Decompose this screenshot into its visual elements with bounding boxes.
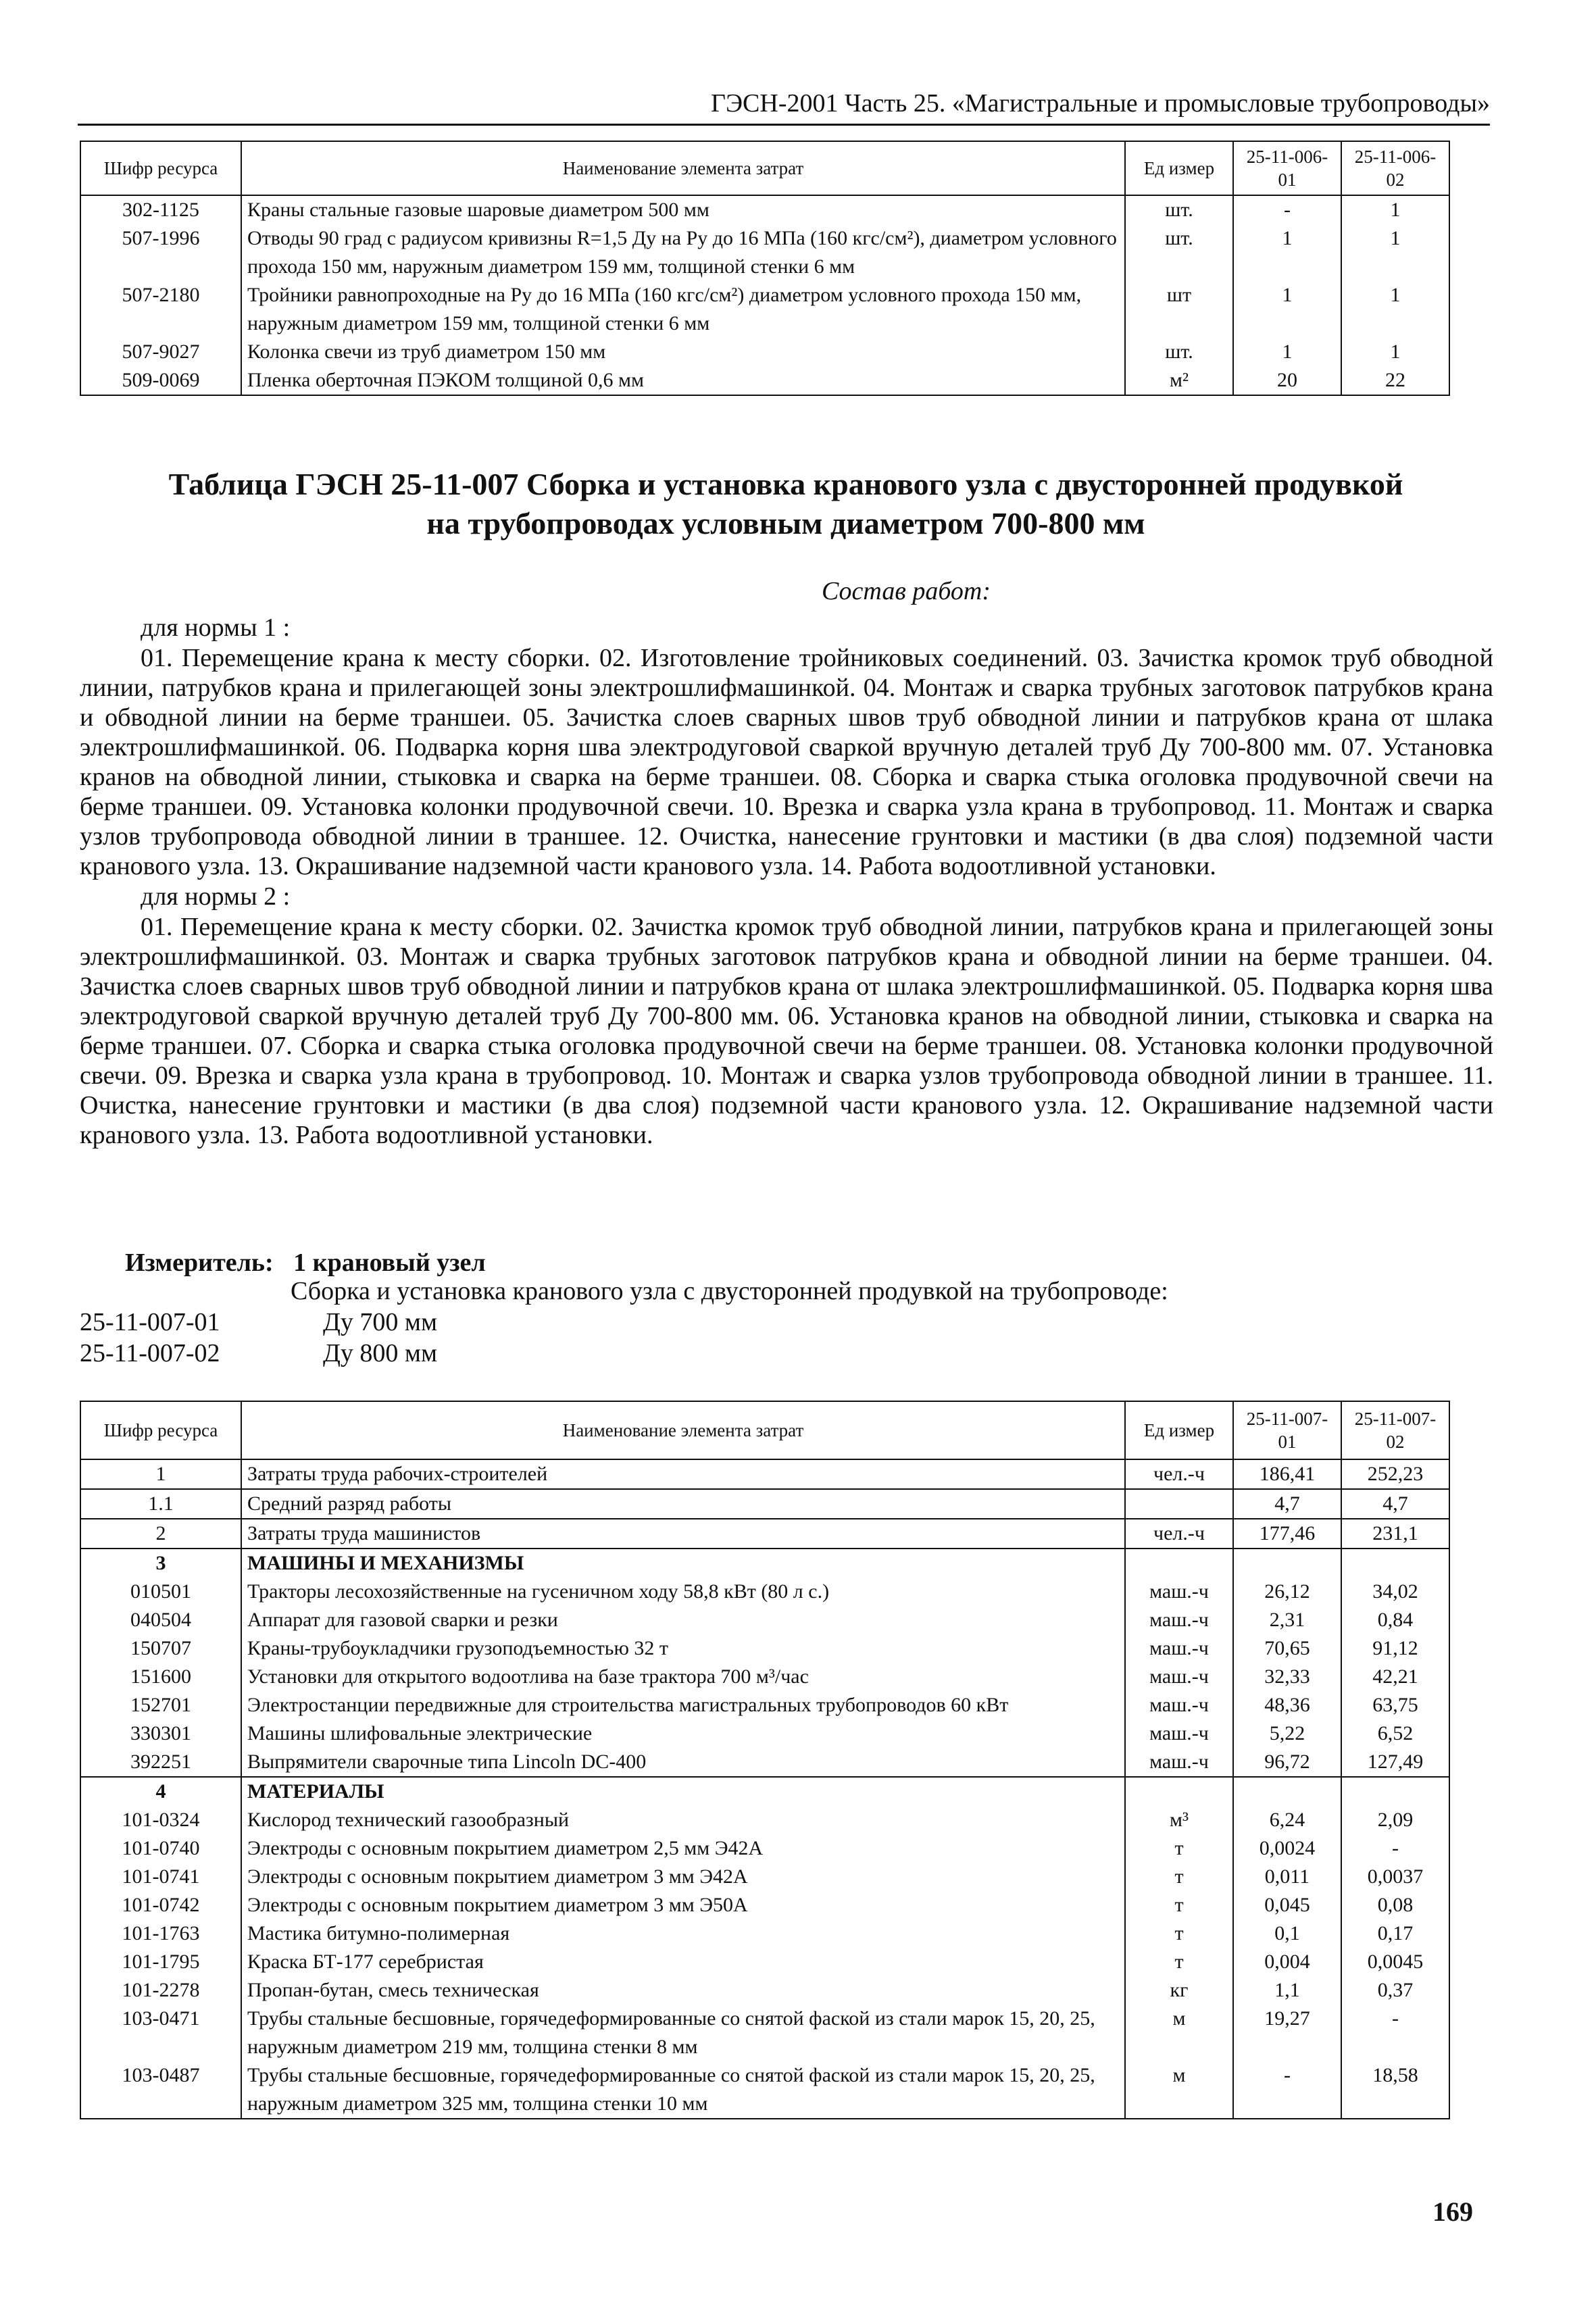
resource-code: 151600 <box>80 1663 241 1691</box>
header-col2: 25-11-006-02 <box>1341 141 1449 195</box>
value-col1: 70,65 <box>1233 1634 1341 1663</box>
table-title-line2: на трубопроводах условным диаметром 700-800 мм <box>426 506 1145 540</box>
norm1-label: для нормы 1 : <box>141 613 291 642</box>
table-title <box>80 465 1492 543</box>
resource-name: Электростанции передвижные для строительства магистральных трубопроводов 60 кВт <box>241 1691 1125 1719</box>
norm-code-row <box>80 1338 437 1369</box>
resource-code: 101-0324 <box>80 1806 241 1834</box>
composition-body <box>80 612 1493 1150</box>
resource-code: 507-1996 <box>80 224 241 281</box>
header-col1: 25-11-006-01 <box>1233 141 1341 195</box>
value-col1 <box>1233 1777 1341 1806</box>
resource-name: Затраты труда машинистов <box>241 1519 1125 1549</box>
resource-name: Тракторы лесохозяйственные на гусеничном ходу 58,8 кВт (80 л с.) <box>241 1578 1125 1606</box>
value-col1: 96,72 <box>1233 1748 1341 1777</box>
value-col2: 18,58 <box>1341 2061 1449 2119</box>
page-header: ГЭСН-2001 Часть 25. «Магистральные и промысловые трубопроводы» <box>711 89 1490 118</box>
value-col1: 1,1 <box>1233 1976 1341 2005</box>
norm-code-row <box>80 1307 437 1338</box>
header-name: Наименование элемента затрат <box>241 141 1125 195</box>
measure-label: Измеритель: <box>125 1249 274 1277</box>
value-col1: 0,1 <box>1233 1919 1341 1948</box>
table-row <box>80 1663 1449 1691</box>
norm2-label: для нормы 2 : <box>141 882 291 911</box>
resource-name: Отводы 90 град с радиусом кривизны R=1,5 Ду на Ру до 16 МПа (160 кгс/см²), диаметром условного прохода 150 мм, наружным диаметром 159 мм, толщиной стенки 6 мм <box>241 224 1125 281</box>
value-col1: 186,41 <box>1233 1459 1341 1489</box>
resource-name: Затраты труда рабочих-строителей <box>241 1459 1125 1489</box>
resource-unit <box>1125 1489 1233 1519</box>
resource-unit: м² <box>1125 366 1233 395</box>
resource-unit: маш.-ч <box>1125 1634 1233 1663</box>
table-row <box>80 2061 1449 2119</box>
resource-unit <box>1125 1777 1233 1806</box>
resource-unit: м³ <box>1125 1806 1233 1834</box>
resource-name: Краска БТ-177 серебристая <box>241 1948 1125 1976</box>
value-col2: 2,09 <box>1341 1806 1449 1834</box>
resource-unit: кг <box>1125 1976 1233 2005</box>
table-row <box>80 338 1449 366</box>
value-col1: 0,045 <box>1233 1891 1341 1919</box>
value-col1: 0,004 <box>1233 1948 1341 1976</box>
resource-unit: маш.-ч <box>1125 1606 1233 1634</box>
value-col2: - <box>1341 1834 1449 1863</box>
value-col2 <box>1341 1549 1449 1578</box>
table-row <box>80 281 1449 338</box>
value-col2: 0,84 <box>1341 1606 1449 1634</box>
resource-name: МАТЕРИАЛЫ <box>241 1777 1125 1806</box>
value-col1: 19,27 <box>1233 2005 1341 2061</box>
value-col2: 0,37 <box>1341 1976 1449 2005</box>
section-row <box>80 1549 1449 1578</box>
resource-code: 040504 <box>80 1606 241 1634</box>
resource-code: 2 <box>80 1519 241 1549</box>
resource-code: 4 <box>80 1777 241 1806</box>
value-col2: 0,17 <box>1341 1919 1449 1948</box>
value-col1: 20 <box>1233 366 1341 395</box>
resource-code: 1.1 <box>80 1489 241 1519</box>
table-title-line1: Таблица ГЭСН 25-11-007 Сборка и установка кранового узла с двусторонней продувкой <box>168 467 1403 501</box>
value-col1: - <box>1233 2061 1341 2119</box>
resource-code: 152701 <box>80 1691 241 1719</box>
resource-unit: т <box>1125 1948 1233 1976</box>
table-row <box>80 1519 1449 1549</box>
value-col1: 1 <box>1233 224 1341 281</box>
table-row <box>80 1806 1449 1834</box>
resource-code: 101-2278 <box>80 1976 241 2005</box>
table-row <box>80 1489 1449 1519</box>
value-col1: 4,7 <box>1233 1489 1341 1519</box>
resource-name: Колонка свечи из труб диаметром 150 мм <box>241 338 1125 366</box>
table-row <box>80 366 1449 395</box>
section-row <box>80 1777 1449 1806</box>
resource-name: Мастика битумно-полимерная <box>241 1919 1125 1948</box>
resource-name: Кислород технический газообразный <box>241 1806 1125 1834</box>
resource-unit: маш.-ч <box>1125 1663 1233 1691</box>
value-col1: 26,12 <box>1233 1578 1341 1606</box>
value-col1: 1 <box>1233 338 1341 366</box>
value-col1 <box>1233 1549 1341 1578</box>
table-row <box>80 1976 1449 2005</box>
table-row <box>80 1948 1449 1976</box>
resource-name: Электроды с основным покрытием диаметром 3 мм Э50А <box>241 1891 1125 1919</box>
table-row <box>80 1606 1449 1634</box>
header-code: Шифр ресурса <box>80 141 241 195</box>
table-row <box>80 1634 1449 1663</box>
value-col2: 34,02 <box>1341 1578 1449 1606</box>
resource-name: Трубы стальные бесшовные, горячедеформированные со снятой фаской из стали марок 15, 20, 25, наружным диаметром 219 мм, толщина стенки 8 мм <box>241 2005 1125 2061</box>
resource-code: 507-9027 <box>80 338 241 366</box>
resource-name: Выпрямители сварочные типа Lincoln DC-400 <box>241 1748 1125 1777</box>
value-col2: 91,12 <box>1341 1634 1449 1663</box>
resource-name: Трубы стальные бесшовные, горячедеформированные со снятой фаской из стали марок 15, 20, 25, наружным диаметром 325 мм, толщина стенки 10 мм <box>241 2061 1125 2119</box>
resource-name: Аппарат для газовой сварки и резки <box>241 1606 1125 1634</box>
value-col2: 231,1 <box>1341 1519 1449 1549</box>
resource-unit: т <box>1125 1891 1233 1919</box>
resource-table-007 <box>80 1401 1450 2119</box>
resource-unit: чел.-ч <box>1125 1519 1233 1549</box>
resource-name: МАШИНЫ И МЕХАНИЗМЫ <box>241 1549 1125 1578</box>
value-col1: 177,46 <box>1233 1519 1341 1549</box>
header-col1: 25-11-007-01 <box>1233 1401 1341 1459</box>
resource-name: Пленка оберточная ПЭКОМ толщиной 0,6 мм <box>241 366 1125 395</box>
resource-unit: маш.-ч <box>1125 1578 1233 1606</box>
value-col1: 0,011 <box>1233 1863 1341 1891</box>
resource-unit: шт. <box>1125 338 1233 366</box>
page-number: 169 <box>1432 2196 1473 2227</box>
value-col1: 0,0024 <box>1233 1834 1341 1863</box>
measure-value: 1 крановый узел <box>293 1249 486 1277</box>
table-row <box>80 1834 1449 1863</box>
resource-name: Тройники равнопроходные на Ру до 16 МПа (160 кгс/см²) диаметром условного прохода 150 мм, наружным диаметром 159 мм, толщиной стенки 6 мм <box>241 281 1125 338</box>
resource-code: 509-0069 <box>80 366 241 395</box>
resource-code: 010501 <box>80 1578 241 1606</box>
value-col2: - <box>1341 2005 1449 2061</box>
value-col1: 1 <box>1233 281 1341 338</box>
table-row <box>80 1691 1449 1719</box>
value-col2: 0,08 <box>1341 1891 1449 1919</box>
resource-unit: м <box>1125 2005 1233 2061</box>
resource-name: Пропан-бутан, смесь техническая <box>241 1976 1125 2005</box>
assembly-description: Сборка и установка кранового узла с двусторонней продувкой на трубопроводе: <box>291 1277 1168 1305</box>
resource-unit: т <box>1125 1834 1233 1863</box>
composition-title: Состав работ: <box>821 577 991 605</box>
value-col1: 48,36 <box>1233 1691 1341 1719</box>
resource-name: Электроды с основным покрытием диаметром 2,5 мм Э42А <box>241 1834 1125 1863</box>
resource-unit: маш.-ч <box>1125 1691 1233 1719</box>
resource-unit: т <box>1125 1919 1233 1948</box>
value-col2: 1 <box>1341 195 1449 224</box>
value-col2: 63,75 <box>1341 1691 1449 1719</box>
value-col1: 2,31 <box>1233 1606 1341 1634</box>
header-col2: 25-11-007-02 <box>1341 1401 1449 1459</box>
value-col2: 1 <box>1341 281 1449 338</box>
value-col1: - <box>1233 195 1341 224</box>
resource-code: 330301 <box>80 1719 241 1748</box>
table-row <box>80 1719 1449 1748</box>
value-col2: 0,0045 <box>1341 1948 1449 1976</box>
resource-unit <box>1125 1549 1233 1578</box>
value-col2: 4,7 <box>1341 1489 1449 1519</box>
norm-desc: Ду 700 мм <box>323 1308 438 1336</box>
table-row <box>80 1919 1449 1948</box>
table-row <box>80 1748 1449 1777</box>
resource-unit: маш.-ч <box>1125 1719 1233 1748</box>
header-name: Наименование элемента затрат <box>241 1401 1125 1459</box>
value-col2: 0,0037 <box>1341 1863 1449 1891</box>
table-row <box>80 2005 1449 2061</box>
resource-code: 302-1125 <box>80 195 241 224</box>
resource-code: 3 <box>80 1549 241 1578</box>
resource-unit: шт <box>1125 281 1233 338</box>
value-col2 <box>1341 1777 1449 1806</box>
measure-line <box>125 1247 499 1278</box>
resource-code: 101-1795 <box>80 1948 241 1976</box>
resource-code: 103-0471 <box>80 2005 241 2061</box>
resource-unit: т <box>1125 1863 1233 1891</box>
resource-code: 150707 <box>80 1634 241 1663</box>
norm-desc: Ду 800 мм <box>323 1339 438 1367</box>
resource-name: Краны-трубоукладчики грузоподъемностью 32 т <box>241 1634 1125 1663</box>
resource-code: 507-2180 <box>80 281 241 338</box>
norm-code: 25-11-007-01 <box>80 1308 220 1336</box>
value-col2: 22 <box>1341 366 1449 395</box>
value-col2: 127,49 <box>1341 1748 1449 1777</box>
header-unit: Ед измер <box>1125 1401 1233 1459</box>
header-rule <box>78 124 1490 126</box>
resource-code: 103-0487 <box>80 2061 241 2119</box>
resource-code: 1 <box>80 1459 241 1489</box>
value-col2: 42,21 <box>1341 1663 1449 1691</box>
resource-code: 101-0741 <box>80 1863 241 1891</box>
value-col1: 6,24 <box>1233 1806 1341 1834</box>
resource-unit: шт. <box>1125 224 1233 281</box>
value-col1: 32,33 <box>1233 1663 1341 1691</box>
norm2-text: 01. Перемещение крана к месту сборки. 02. Зачистка кромок труб обводной линии, патрубков крана и прилегающей зоны электрошлифмашинкой. 03. Монтаж и сварка трубных заготовок патрубков крана и обводной линии на берме траншеи. 04. Зачистка слоев сварных швов труб обводной линии и патрубков крана от шлака электрошлифмашинкой. 05. Подварка корня шва электродуговой сваркой вручную деталей труб Ду 700-800 мм. 06. Установка кранов на обводной линии, стыковка и сварка на берме траншеи. 07. Сборка и сварка стыка оголовка продувочной свечи на берме траншеи. 08. Установка колонки продувочной свечи. 09. Врезка и сварка узла крана в трубопровод. 10. Монтаж и сварка узлов трубопровода обводной линии в траншее. 11. Очистка, нанесение грунтовки и мастики (в два слоя) подземной части кранового узла. 12. Окрашивание надземной части кранового узла. 13. Работа водоотливной установки. <box>80 913 1493 1149</box>
value-col2: 252,23 <box>1341 1459 1449 1489</box>
resource-name: Средний разряд работы <box>241 1489 1125 1519</box>
resource-unit: м <box>1125 2061 1233 2119</box>
table-row <box>80 224 1449 281</box>
resource-table-006 <box>80 141 1450 396</box>
table-row <box>80 1459 1449 1489</box>
resource-code: 101-0740 <box>80 1834 241 1863</box>
resource-name: Машины шлифовальные электрические <box>241 1719 1125 1748</box>
norm-code: 25-11-007-02 <box>80 1339 220 1367</box>
table-row <box>80 195 1449 224</box>
resource-code: 392251 <box>80 1748 241 1777</box>
resource-code: 101-1763 <box>80 1919 241 1948</box>
table-row <box>80 1891 1449 1919</box>
resource-unit: чел.-ч <box>1125 1459 1233 1489</box>
resource-name: Установки для открытого водоотлива на базе трактора 700 м³/час <box>241 1663 1125 1691</box>
value-col2: 1 <box>1341 338 1449 366</box>
header-unit: Ед измер <box>1125 141 1233 195</box>
header-code: Шифр ресурса <box>80 1401 241 1459</box>
value-col2: 6,52 <box>1341 1719 1449 1748</box>
resource-unit: маш.-ч <box>1125 1748 1233 1777</box>
value-col1: 5,22 <box>1233 1719 1341 1748</box>
resource-unit: шт. <box>1125 195 1233 224</box>
norm1-text: 01. Перемещение крана к месту сборки. 02. Изготовление тройниковых соединений. 03. Зачистка кромок труб обводной линии, патрубков крана и прилегающей зоны электрошлифмашинкой. 04. Монтаж и сварка трубных заготовок патрубков крана и обводной линии на берме траншеи. 05. Зачистка слоев сварных швов труб обводной линии и патрубков крана от шлака электрошлифмашинкой. 06. Подварка корня шва электродуговой сваркой вручную деталей труб Ду 700-800 мм. 07. Установка кранов на обводной линии, стыковка и сварка на берме траншеи. 08. Сборка и сварка стыка оголовка продувочной свечи на берме траншеи. 09. Установка колонки продувочной свечи. 10. Врезка и сварка узла крана в трубопровод. 11. Монтаж и сварка узлов трубопровода обводной линии в траншее. 12. Очистка, нанесение грунтовки и мастики (в два слоя) подземной части кранового узла. 13. Окрашивание надземной части кранового узла. 14. Работа водоотливной установки. <box>80 644 1493 880</box>
table-row <box>80 1863 1449 1891</box>
resource-name: Электроды с основным покрытием диаметром 3 мм Э42А <box>241 1863 1125 1891</box>
value-col2: 1 <box>1341 224 1449 281</box>
resource-name: Краны стальные газовые шаровые диаметром 500 мм <box>241 195 1125 224</box>
resource-code: 101-0742 <box>80 1891 241 1919</box>
table-row <box>80 1578 1449 1606</box>
